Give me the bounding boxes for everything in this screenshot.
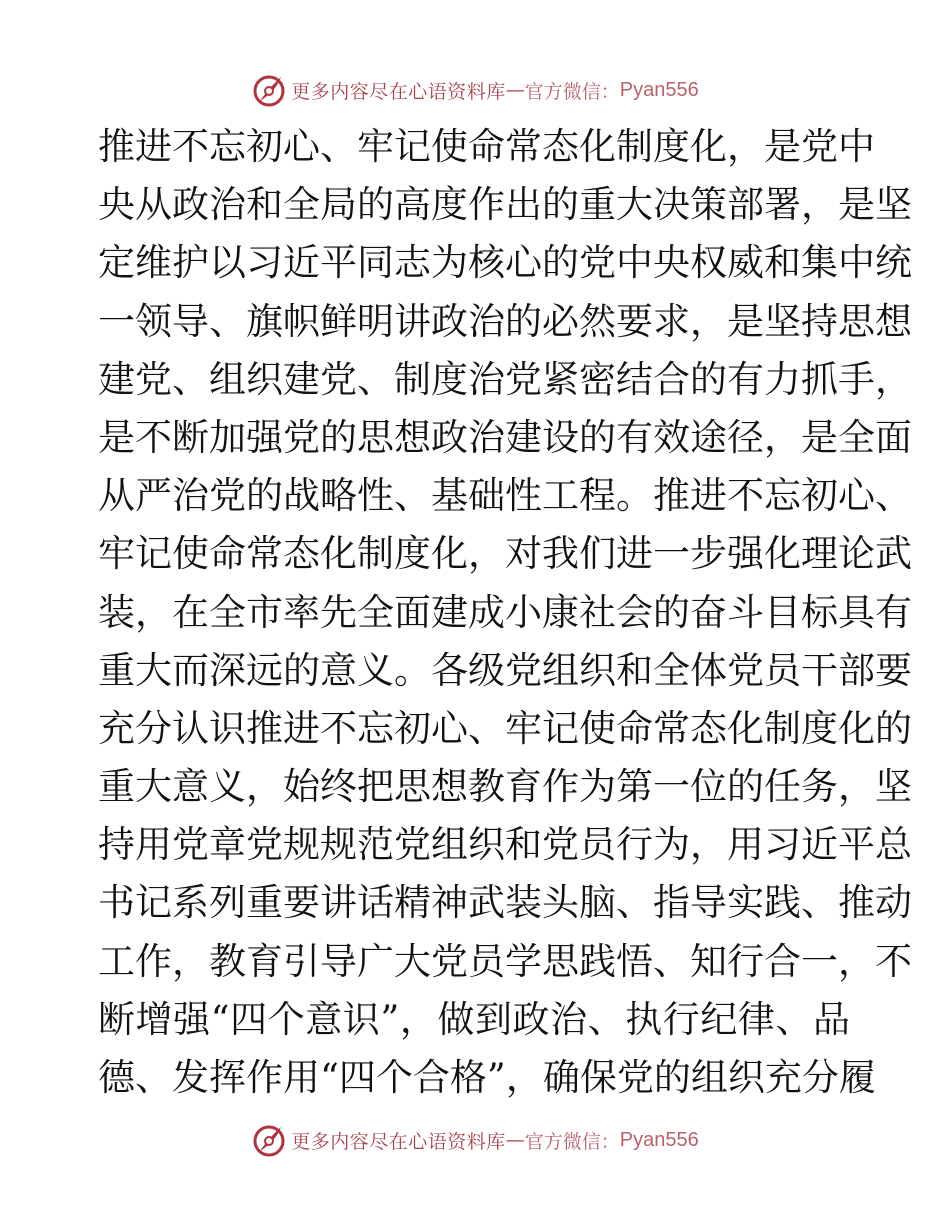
quill-circle-logo-icon — [251, 1122, 287, 1158]
body-line: 充分认识推进不忘初心、牢记使命常态化制度化的 — [98, 706, 912, 750]
footer-watermark-text: 更多内容尽在心语资料库 — [291, 1130, 506, 1153]
footer-watermark-separator: — — [505, 1129, 525, 1151]
header-watermark — [0, 70, 950, 110]
body-line: 一领导、旗帜鲜明讲政治的必然要求，是坚持思想 — [98, 299, 912, 343]
footer-watermark-tail: 官方微信： — [524, 1130, 620, 1153]
quill-circle-logo-icon — [251, 72, 287, 108]
footer-watermark-id: Pyan556 — [619, 1128, 699, 1151]
body-line: 从严治党的战略性、基础性工程。推进不忘初心、 — [98, 474, 912, 518]
body-line: 推进不忘初心、牢记使命常态化制度化，是党中 — [98, 125, 875, 168]
body-line: 是不断加强党的思想政治建设的有效途径，是全面 — [98, 415, 912, 459]
body-line: 持用党章党规规范党组织和党员行为，用习近平总 — [98, 823, 912, 867]
body-line: 央从政治和全局的高度作出的重大决策部署，是坚 — [98, 183, 912, 227]
footer-watermark — [0, 1120, 950, 1160]
body-line: 德、发挥作用“四个合格”，确保党的组织充分履 — [98, 1056, 876, 1099]
body-line: 牢记使命常态化制度化，对我们进一步强化理论武 — [98, 532, 912, 576]
header-watermark-text: 更多内容尽在心语资料库 — [291, 80, 506, 103]
body-line: 重大意义，始终把思想教育作为第一位的任务，坚 — [98, 765, 912, 809]
body-line: 装，在全市率先全面建成小康社会的奋斗目标具有 — [98, 590, 912, 634]
body-line: 重大而深远的意义。各级党组织和全体党员干部要 — [98, 648, 912, 692]
header-watermark-separator: — — [505, 79, 525, 101]
header-watermark-id: Pyan556 — [619, 78, 699, 101]
body-line: 工作，教育引导广大党员学思践悟、知行合一，不 — [98, 939, 912, 983]
body-paragraph — [98, 118, 912, 1107]
body-line: 书记系列重要讲话精神武装头脑、指导实践、推动 — [98, 881, 912, 925]
header-watermark-tail: 官方微信： — [524, 80, 620, 103]
body-line: 断增强“四个意识”，做到政治、执行纪律、品 — [98, 997, 850, 1041]
body-line: 建党、组织建党、制度治党紧密结合的有力抓手， — [98, 357, 912, 401]
body-line: 定维护以习近平同志为核心的党中央权威和集中统 — [98, 241, 912, 285]
